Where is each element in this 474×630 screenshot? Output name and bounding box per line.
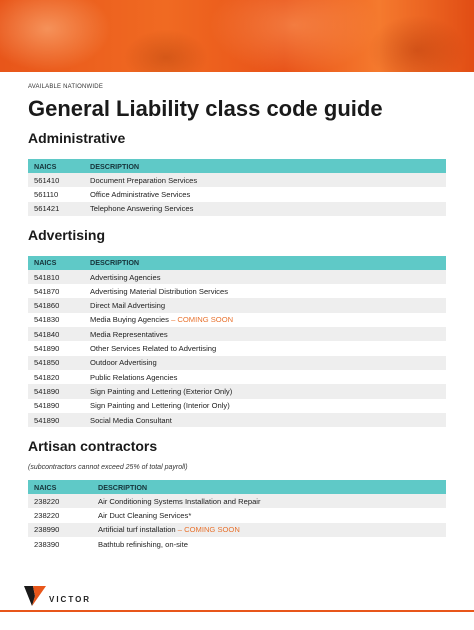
table-row bbox=[28, 508, 446, 522]
section-title-advertising: Advertising bbox=[28, 226, 106, 243]
naics-code: 541890 bbox=[34, 344, 60, 354]
description: Media Buying Agencies bbox=[90, 315, 169, 325]
main-content bbox=[28, 84, 446, 551]
table-row bbox=[28, 384, 446, 398]
table-row bbox=[28, 494, 446, 508]
column-header-naics: NAICS bbox=[28, 159, 84, 173]
description: Sign Painting and Lettering (Exterior Only) bbox=[84, 384, 446, 398]
table-administrative bbox=[28, 159, 446, 216]
description: Media Representatives bbox=[84, 327, 446, 341]
naics-code: 541820 bbox=[34, 372, 60, 382]
column-header-naics: NAICS bbox=[28, 480, 92, 494]
section-title-administrative: Administrative bbox=[28, 130, 126, 146]
naics-code: 238220 bbox=[28, 494, 92, 508]
naics-code: 541840 bbox=[28, 327, 84, 341]
description-cell bbox=[92, 523, 446, 537]
naics-code: 541860 bbox=[28, 298, 84, 312]
description-cell bbox=[84, 313, 446, 327]
table-row bbox=[28, 270, 446, 284]
table-row bbox=[28, 173, 446, 187]
table-row bbox=[28, 187, 446, 201]
page-title: General Liability class code guide bbox=[28, 96, 383, 121]
table-row bbox=[28, 370, 446, 384]
naics-code: 238990 bbox=[28, 523, 92, 537]
footer-divider bbox=[0, 610, 474, 612]
column-header-description: DESCRIPTION bbox=[84, 256, 446, 270]
description: Office Administrative Services bbox=[90, 189, 191, 199]
table-row bbox=[28, 523, 446, 537]
eyebrow-label: AVAILABLE NATIONWIDE bbox=[28, 84, 104, 90]
description: Advertising Material Distribution Services bbox=[90, 286, 229, 296]
column-header-description: DESCRIPTION bbox=[92, 480, 446, 494]
table-row bbox=[28, 341, 446, 355]
table-advertising bbox=[28, 256, 446, 427]
naics-code: 541890 bbox=[28, 413, 84, 427]
logo-text: VICTOR bbox=[49, 594, 92, 604]
table-row bbox=[28, 327, 446, 341]
section-note: (subcontractors cannot exceed 25% of total payroll) bbox=[28, 464, 188, 472]
coming-soon-badge: – COMING SOON bbox=[171, 315, 234, 325]
section-title-artisan: Artisan contractors bbox=[28, 438, 158, 455]
table-header-row bbox=[28, 480, 446, 494]
description: Sign Painting and Lettering (Interior Only) bbox=[90, 401, 230, 411]
naics-code: 238390 bbox=[34, 539, 60, 549]
description: Other Services Related to Advertising bbox=[90, 344, 217, 354]
coming-soon-badge: – COMING SOON bbox=[177, 525, 240, 535]
naics-code: 561410 bbox=[28, 173, 84, 187]
description: Telephone Answering Services bbox=[84, 202, 446, 216]
description: Air Conditioning Systems Installation and Repair bbox=[92, 494, 446, 508]
victor-logo bbox=[24, 584, 91, 608]
table-row bbox=[28, 413, 446, 427]
table-row bbox=[28, 356, 446, 370]
column-header-description: DESCRIPTION bbox=[84, 159, 446, 173]
table-row bbox=[28, 202, 446, 216]
naics-code: 561110 bbox=[34, 189, 59, 199]
naics-code: 541810 bbox=[28, 270, 84, 284]
table-row bbox=[28, 399, 446, 413]
naics-code: 541890 bbox=[28, 384, 84, 398]
description: Artificial turf installation bbox=[98, 525, 176, 535]
table-artisan bbox=[28, 480, 446, 551]
description: Social Media Consultant bbox=[84, 413, 446, 427]
description: Direct Mail Advertising bbox=[84, 298, 446, 312]
description: Public Relations Agencies bbox=[90, 372, 178, 382]
naics-code: 541870 bbox=[34, 286, 60, 296]
description: Air Duct Cleaning Services* bbox=[98, 511, 192, 521]
table-row bbox=[28, 284, 446, 298]
naics-code: 541830 bbox=[34, 315, 60, 325]
table-row bbox=[28, 298, 446, 312]
naics-code: 238220 bbox=[34, 511, 60, 521]
naics-code: 561421 bbox=[28, 202, 84, 216]
naics-code: 541850 bbox=[28, 356, 84, 370]
table-header-row bbox=[28, 256, 446, 270]
description: Outdoor Advertising bbox=[84, 356, 446, 370]
description: Bathtub refinishing, on-site bbox=[98, 539, 188, 549]
naics-code: 541890 bbox=[34, 401, 60, 411]
table-row bbox=[28, 313, 446, 327]
description: Document Preparation Services bbox=[84, 173, 446, 187]
header-banner bbox=[0, 0, 474, 72]
table-header-row bbox=[28, 159, 446, 173]
description: Advertising Agencies bbox=[84, 270, 446, 284]
table-row bbox=[28, 537, 446, 551]
column-header-naics: NAICS bbox=[28, 256, 84, 270]
victor-v-icon bbox=[24, 584, 46, 608]
